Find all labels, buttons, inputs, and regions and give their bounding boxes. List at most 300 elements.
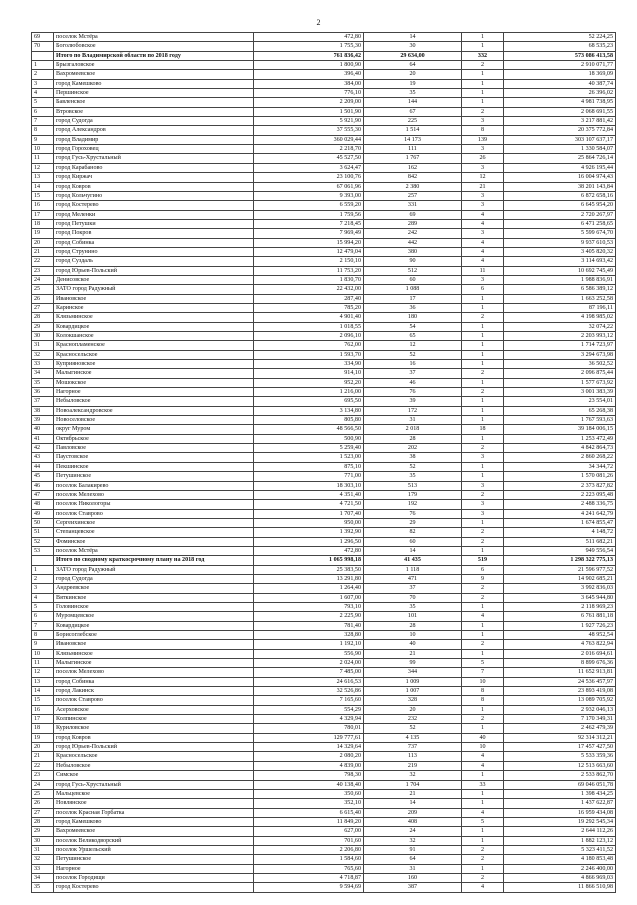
row-number: 2 [32, 574, 54, 583]
table-row [32, 500, 616, 509]
cost-value: 5 533 359,36 [504, 752, 616, 761]
residents-count: 113 [364, 752, 462, 761]
residents-count: 54 [364, 322, 462, 331]
table-row [32, 117, 616, 126]
residents-count: 32 [364, 771, 462, 780]
area-value: 4 718,87 [254, 873, 364, 882]
cost-value: 6 645 954,20 [504, 201, 616, 210]
residents-count: 35 [364, 89, 462, 98]
residents-count: 1 007 [364, 687, 462, 696]
residents-count: 36 [364, 303, 462, 312]
table-row [32, 752, 616, 761]
municipality-name: Итого по Владимирской области по 2018 году [54, 51, 254, 60]
residents-count: 40 [364, 640, 462, 649]
area-value: 48 566,50 [254, 425, 364, 434]
municipality-name: Вахромеевское [54, 70, 254, 79]
table-row [32, 528, 616, 537]
area-value: 554,29 [254, 705, 364, 714]
table-row [32, 883, 616, 892]
row-number: 27 [32, 303, 54, 312]
table-row [32, 799, 616, 808]
residents-count: 65 [364, 332, 462, 341]
table-row [32, 640, 616, 649]
row-number: 53 [32, 546, 54, 555]
residents-count: 225 [364, 117, 462, 126]
area-value: 6 559,20 [254, 201, 364, 210]
area-value: 11 849,20 [254, 817, 364, 826]
area-value: 4 839,00 [254, 761, 364, 770]
area-value: 1 018,55 [254, 322, 364, 331]
area-value: 5 259,40 [254, 444, 364, 453]
row-number: 28 [32, 817, 54, 826]
residents-count: 28 [364, 621, 462, 630]
area-value: 3 134,80 [254, 406, 364, 415]
table-row [32, 294, 616, 303]
houses-count: 8 [462, 696, 504, 705]
row-number [32, 556, 54, 565]
table-row [32, 313, 616, 322]
table-row [32, 780, 616, 789]
area-value: 1 192,10 [254, 640, 364, 649]
houses-count: 2 [462, 845, 504, 854]
cost-value: 48 952,54 [504, 631, 616, 640]
table-row [32, 817, 616, 826]
table-row [32, 472, 616, 481]
municipality-name: Малыгинское [54, 369, 254, 378]
houses-count: 21 [462, 182, 504, 191]
area-value: 384,00 [254, 79, 364, 88]
row-number: 52 [32, 537, 54, 546]
area-value: 22 432,00 [254, 285, 364, 294]
table-row [32, 789, 616, 798]
row-number: 30 [32, 836, 54, 845]
table-row [32, 219, 616, 228]
table-row [32, 33, 616, 42]
row-number: 10 [32, 649, 54, 658]
houses-count: 1 [462, 350, 504, 359]
cost-value: 2 488 336,75 [504, 500, 616, 509]
municipality-name: город Гусь-Хрустальный [54, 154, 254, 163]
cost-value: 6 471 258,65 [504, 219, 616, 228]
table-row [32, 649, 616, 658]
cost-value: 4 866 969,03 [504, 873, 616, 882]
cost-value: 11 866 510,98 [504, 883, 616, 892]
cost-value: 2 932 046,13 [504, 705, 616, 714]
area-value: 701,60 [254, 836, 364, 845]
area-value: 360 029,44 [254, 135, 364, 144]
residents-count: 471 [364, 574, 462, 583]
cost-value: 4 180 853,48 [504, 855, 616, 864]
table-row [32, 397, 616, 406]
houses-count: 4 [462, 883, 504, 892]
area-value: 952,20 [254, 378, 364, 387]
area-value: 6 615,40 [254, 808, 364, 817]
municipality-name: Ивановское [54, 640, 254, 649]
row-number: 23 [32, 266, 54, 275]
houses-count: 1 [462, 621, 504, 630]
houses-count: 9 [462, 574, 504, 583]
municipality-name: город Меленки [54, 210, 254, 219]
residents-count: 38 [364, 453, 462, 462]
table-row [32, 631, 616, 640]
row-number: 15 [32, 696, 54, 705]
cost-value: 24 536 457,97 [504, 677, 616, 686]
houses-count: 1 [462, 303, 504, 312]
houses-count: 26 [462, 154, 504, 163]
residents-count: 37 [364, 369, 462, 378]
table-row [32, 827, 616, 836]
municipality-name: Брызгаловское [54, 61, 254, 70]
table-row [32, 687, 616, 696]
row-number: 33 [32, 360, 54, 369]
houses-count: 1 [462, 864, 504, 873]
municipality-name: Клязьминское [54, 313, 254, 322]
houses-count: 1 [462, 70, 504, 79]
cost-value: 3 645 944,80 [504, 593, 616, 602]
residents-count: 64 [364, 855, 462, 864]
houses-count: 2 [462, 369, 504, 378]
cost-value: 10 692 745,49 [504, 266, 616, 275]
residents-count: 16 [364, 360, 462, 369]
row-number: 2 [32, 70, 54, 79]
row-number: 38 [32, 406, 54, 415]
row-number: 36 [32, 388, 54, 397]
houses-count: 10 [462, 677, 504, 686]
table-row [32, 836, 616, 845]
houses-count: 1 [462, 322, 504, 331]
municipality-name: поселок Великодворский [54, 836, 254, 845]
area-value: 350,60 [254, 789, 364, 798]
cost-value: 2 223 095,48 [504, 490, 616, 499]
municipality-name: поселок Мелехово [54, 668, 254, 677]
houses-count: 2 [462, 537, 504, 546]
row-number: 32 [32, 350, 54, 359]
area-value: 805,80 [254, 416, 364, 425]
houses-count: 1 [462, 724, 504, 733]
residents-count: 29 634,00 [364, 51, 462, 60]
table-row [32, 677, 616, 686]
row-number: 13 [32, 677, 54, 686]
houses-count: 8 [462, 126, 504, 135]
table-row [32, 341, 616, 350]
houses-count: 1 [462, 397, 504, 406]
table-row [32, 434, 616, 443]
area-value: 23 100,76 [254, 173, 364, 182]
houses-count: 332 [462, 51, 504, 60]
area-value: 9 393,00 [254, 191, 364, 200]
cost-value: 38 201 143,84 [504, 182, 616, 191]
municipality-name: город Покров [54, 229, 254, 238]
table-row [32, 864, 616, 873]
residents-count: 144 [364, 98, 462, 107]
row-number: 30 [32, 332, 54, 341]
table-row [32, 845, 616, 854]
houses-count: 1 [462, 42, 504, 51]
residents-count: 1 118 [364, 565, 462, 574]
area-value: 25 383,50 [254, 565, 364, 574]
cost-value: 4 241 642,79 [504, 509, 616, 518]
municipality-name: поселок Балакирево [54, 481, 254, 490]
municipality-name: поселок Ставрово [54, 509, 254, 518]
residents-count: 10 [364, 631, 462, 640]
municipality-name: Мальцевское [54, 789, 254, 798]
table-row [32, 126, 616, 135]
houses-count: 12 [462, 173, 504, 182]
residents-count: 52 [364, 724, 462, 733]
municipality-name: Петушинское [54, 472, 254, 481]
row-number: 5 [32, 602, 54, 611]
residents-count: 52 [364, 462, 462, 471]
municipality-name: поселок Красная Горбатка [54, 808, 254, 817]
area-value: 472,80 [254, 33, 364, 42]
table-row [32, 509, 616, 518]
municipality-name: поселок Городищи [54, 873, 254, 882]
table-row [32, 696, 616, 705]
houses-count: 2 [462, 855, 504, 864]
table-row [32, 808, 616, 817]
municipality-name: город Костерево [54, 883, 254, 892]
residents-count: 17 [364, 294, 462, 303]
municipality-name: город Александров [54, 126, 254, 135]
residents-count: 1 009 [364, 677, 462, 686]
residents-count: 328 [364, 696, 462, 705]
houses-count: 2 [462, 584, 504, 593]
houses-count: 1 [462, 546, 504, 555]
cost-value: 1 882 123,12 [504, 836, 616, 845]
houses-count: 3 [462, 163, 504, 172]
houses-count: 1 [462, 33, 504, 42]
municipality-name: поселок Мстёра [54, 33, 254, 42]
houses-count: 1 [462, 518, 504, 527]
area-value: 334,90 [254, 360, 364, 369]
cost-value: 12 513 663,60 [504, 761, 616, 770]
municipality-name: Новлянское [54, 799, 254, 808]
cost-value: 3 217 881,42 [504, 117, 616, 126]
area-value: 67 061,96 [254, 182, 364, 191]
residents-count: 35 [364, 602, 462, 611]
table-row [32, 453, 616, 462]
cost-value: 573 086 413,58 [504, 51, 616, 60]
row-number: 39 [32, 416, 54, 425]
houses-count: 4 [462, 257, 504, 266]
houses-count: 1 [462, 462, 504, 471]
area-value: 7 485,00 [254, 668, 364, 677]
table-row [32, 602, 616, 611]
houses-count: 1 [462, 472, 504, 481]
cost-value: 87 196,11 [504, 303, 616, 312]
houses-count: 1 [462, 789, 504, 798]
cost-value: 1 988 836,91 [504, 275, 616, 284]
houses-count: 519 [462, 556, 504, 565]
residents-count: 76 [364, 509, 462, 518]
houses-count: 3 [462, 229, 504, 238]
municipality-name: Краснопламенское [54, 341, 254, 350]
residents-count: 512 [364, 266, 462, 275]
houses-count: 4 [462, 238, 504, 247]
table-row [32, 574, 616, 583]
table-row [32, 285, 616, 294]
houses-count: 5 [462, 817, 504, 826]
area-value: 1 584,60 [254, 855, 364, 864]
table-row [32, 266, 616, 275]
municipality-name: город Ковров [54, 182, 254, 191]
houses-count: 1 [462, 631, 504, 640]
houses-count: 4 [462, 612, 504, 621]
residents-count: 160 [364, 873, 462, 882]
houses-count: 1 [462, 406, 504, 415]
cost-value: 2 910 071,77 [504, 61, 616, 70]
municipality-name: Небыловское [54, 397, 254, 406]
cost-value: 36 502,52 [504, 360, 616, 369]
cost-value: 949 556,54 [504, 546, 616, 555]
row-number: 19 [32, 733, 54, 742]
area-value: 1 216,00 [254, 388, 364, 397]
cost-value: 23 554,01 [504, 397, 616, 406]
municipality-name: Асерховское [54, 705, 254, 714]
municipality-name: Куриловское [54, 724, 254, 733]
row-number: 1 [32, 61, 54, 70]
table-row [32, 322, 616, 331]
residents-count: 513 [364, 481, 462, 490]
municipality-name: поселок Мстёра [54, 546, 254, 555]
row-number: 13 [32, 173, 54, 182]
cost-value: 2 068 691,55 [504, 107, 616, 116]
cost-value: 3 992 836,03 [504, 584, 616, 593]
area-value: 12 479,04 [254, 247, 364, 256]
cost-value: 21 596 977,52 [504, 565, 616, 574]
cost-value: 6 586 389,12 [504, 285, 616, 294]
area-value: 2 150,10 [254, 257, 364, 266]
table-row [32, 107, 616, 116]
houses-count: 1 [462, 360, 504, 369]
row-number: 12 [32, 163, 54, 172]
cost-value: 52 224,25 [504, 33, 616, 42]
area-value: 13 291,80 [254, 574, 364, 583]
municipality-name: Ковардицкое [54, 621, 254, 630]
table-row [32, 462, 616, 471]
houses-count: 2 [462, 528, 504, 537]
table-row [32, 145, 616, 154]
cost-value: 8 899 676,36 [504, 659, 616, 668]
cost-value: 92 314 312,21 [504, 733, 616, 742]
residents-count: 21 [364, 789, 462, 798]
row-number: 35 [32, 883, 54, 892]
table-row [32, 771, 616, 780]
area-value: 4 329,94 [254, 715, 364, 724]
cost-value: 23 893 419,08 [504, 687, 616, 696]
houses-count: 10 [462, 743, 504, 752]
area-value: 4 901,40 [254, 313, 364, 322]
cost-value: 19 292 545,34 [504, 817, 616, 826]
municipality-name: Вяткинское [54, 593, 254, 602]
houses-count: 3 [462, 201, 504, 210]
row-number: 18 [32, 219, 54, 228]
residents-count: 29 [364, 518, 462, 527]
residents-count: 46 [364, 378, 462, 387]
houses-count: 3 [462, 509, 504, 518]
cost-value: 65 268,38 [504, 406, 616, 415]
houses-count: 1 [462, 416, 504, 425]
area-value: 875,10 [254, 462, 364, 471]
municipality-name: город Лакинск [54, 687, 254, 696]
row-number: 4 [32, 89, 54, 98]
area-value: 40 138,40 [254, 780, 364, 789]
cost-value: 40 387,74 [504, 79, 616, 88]
residents-count: 180 [364, 313, 462, 322]
area-value: 765,60 [254, 864, 364, 873]
area-value: 4 351,40 [254, 490, 364, 499]
cost-value: 11 652 913,81 [504, 668, 616, 677]
residents-count: 842 [364, 173, 462, 182]
houses-count: 2 [462, 593, 504, 602]
table-row [32, 761, 616, 770]
municipality-name: город Юрьев-Польский [54, 743, 254, 752]
houses-count: 1 [462, 434, 504, 443]
houses-count: 1 [462, 771, 504, 780]
municipality-name: Клязьминское [54, 649, 254, 658]
cost-value: 303 107 637,17 [504, 135, 616, 144]
table-row [32, 518, 616, 527]
area-value: 2 206,80 [254, 845, 364, 854]
table-row [32, 61, 616, 70]
municipality-name: Павловское [54, 444, 254, 453]
municipality-name: город Собинка [54, 238, 254, 247]
row-number: 31 [32, 341, 54, 350]
residents-count: 242 [364, 229, 462, 238]
cost-value: 68 535,23 [504, 42, 616, 51]
row-number: 12 [32, 668, 54, 677]
cost-value: 1 298 322 775,13 [504, 556, 616, 565]
houses-count: 139 [462, 135, 504, 144]
cost-value: 34 344,72 [504, 462, 616, 471]
residents-count: 67 [364, 107, 462, 116]
municipality-name: Куприяновское [54, 360, 254, 369]
row-number: 15 [32, 191, 54, 200]
area-value: 914,10 [254, 369, 364, 378]
residents-count: 28 [364, 434, 462, 443]
residents-count: 162 [364, 163, 462, 172]
cost-value: 1 570 081,26 [504, 472, 616, 481]
cost-value: 2 644 112,26 [504, 827, 616, 836]
municipality-name: Небыловское [54, 761, 254, 770]
row-number: 40 [32, 425, 54, 434]
area-value: 7 969,49 [254, 229, 364, 238]
houses-count: 2 [462, 444, 504, 453]
residents-count: 331 [364, 201, 462, 210]
table-row [32, 593, 616, 602]
cost-value: 4 842 864,73 [504, 444, 616, 453]
cost-value: 3 294 673,98 [504, 350, 616, 359]
municipality-name: город Струнино [54, 247, 254, 256]
area-value: 1 264,40 [254, 584, 364, 593]
residents-count: 101 [364, 612, 462, 621]
table-row [32, 733, 616, 742]
residents-count: 99 [364, 659, 462, 668]
area-value: 129 777,61 [254, 733, 364, 742]
municipality-name: Паустовское [54, 453, 254, 462]
houses-count: 3 [462, 453, 504, 462]
row-number: 69 [32, 33, 54, 42]
houses-count: 3 [462, 500, 504, 509]
municipality-name: Фоминское [54, 537, 254, 546]
houses-count: 2 [462, 873, 504, 882]
row-number: 41 [32, 434, 54, 443]
residents-count: 82 [364, 528, 462, 537]
municipality-name: город Камешково [54, 817, 254, 826]
municipality-name: город Судогда [54, 117, 254, 126]
register-table [31, 32, 616, 893]
row-number: 50 [32, 518, 54, 527]
